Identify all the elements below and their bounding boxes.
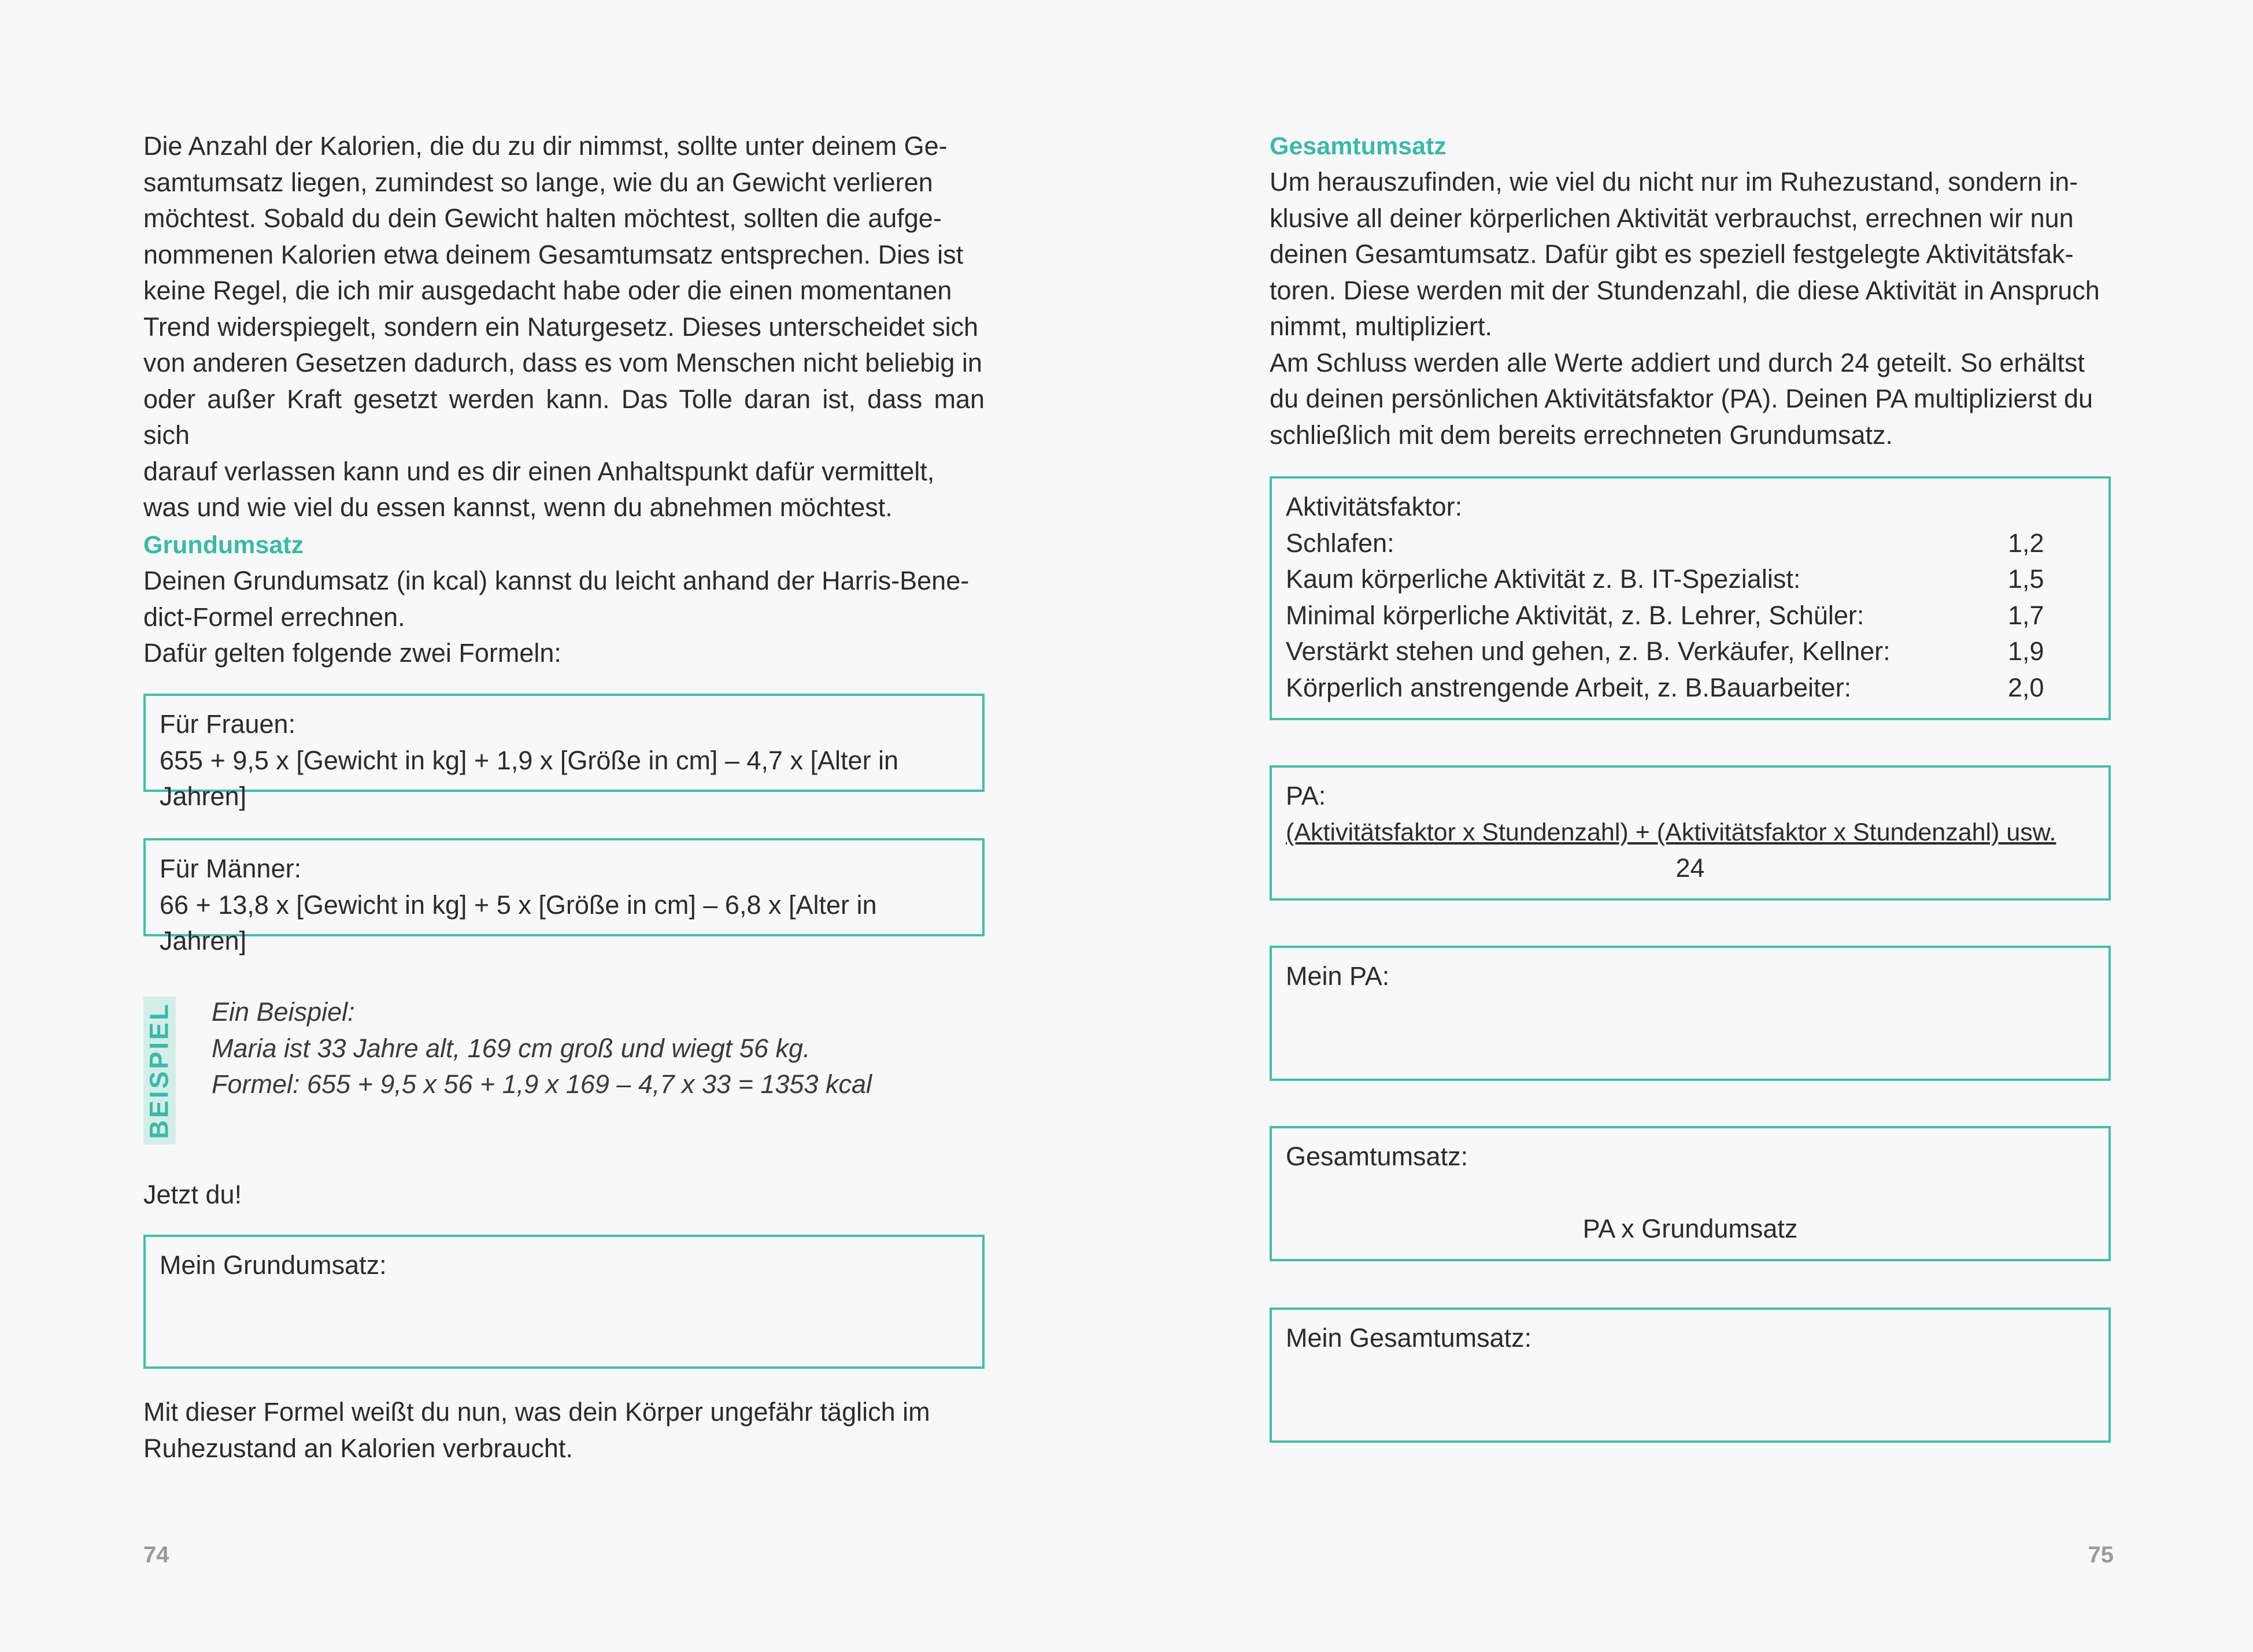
intro-paragraph: [143, 128, 985, 526]
intro-line: samtumsatz liegen, zumindest so lange, wie du an Gewicht verlieren: [143, 167, 933, 197]
frauen-label: Für Frauen:: [160, 709, 296, 739]
grundumsatz-paragraph: [143, 563, 985, 672]
aktivitaetsfaktor-title: Aktivitätsfaktor:: [1286, 492, 1463, 521]
maenner-formula-box: [143, 838, 985, 955]
intro-line: Die Anzahl der Kalorien, die du zu dir nimmst, sollte unter deinem Ge-: [143, 131, 948, 161]
gesamtumsatz-formula: PA x Grundumsatz: [1582, 1213, 1798, 1243]
mein-grundumsatz-box[interactable]: [143, 1235, 985, 1369]
gesamtumsatz-line: du deinen persönlichen Aktivitätsfaktor (PA). Deinen PA multiplizierst du: [1270, 384, 2093, 413]
example-line: Formel: 655 + 9,5 x 56 + 1,9 x 169 – 4,7 x 33 = 1353 kcal: [212, 1069, 872, 1099]
aktivitaet-value: 1,7: [2008, 600, 2044, 630]
aktivitaet-row: [1286, 634, 2095, 670]
mein-gesamtumsatz-label: Mein Gesamtumsatz:: [1286, 1323, 1532, 1353]
mein-gesamtumsatz-box[interactable]: [1270, 1307, 2111, 1443]
aktivitaet-row: [1286, 598, 2095, 634]
intro-line: darauf verlassen kann und es dir einen Anhaltspunkt dafür vermittelt,: [143, 456, 935, 486]
gesamtumsatz-line: schließlich mit dem bereits errechneten Grundumsatz.: [1270, 420, 1893, 450]
aktivitaet-value: 1,5: [2008, 564, 2044, 594]
intro-line: oder außer Kraft gesetzt werden kann. Das Tolle daran ist, dass man sich: [143, 384, 985, 450]
mein-grundumsatz-label: Mein Grundumsatz:: [160, 1250, 387, 1280]
aktivitaet-label: Körperlich anstrengende Arbeit, z. B.Bauarbeiter:: [1286, 672, 1852, 702]
gesamtumsatz-line: deinen Gesamtumsatz. Dafür gibt es speziell festgelegte Aktivitätsfak-: [1270, 239, 2074, 269]
aktivitaet-label: Minimal körperliche Aktivität, z. B. Lehrer, Schüler:: [1286, 600, 1864, 630]
aktivitaet-value: 1,2: [2008, 528, 2044, 558]
aktivitaet-row: [1286, 561, 2095, 598]
aktivitaet-value: 2,0: [2008, 672, 2044, 702]
example-line: Maria ist 33 Jahre alt, 169 cm groß und wiegt 56 kg.: [212, 1033, 811, 1063]
left-page: [143, 0, 987, 1652]
closing-paragraph: [143, 1394, 985, 1466]
intro-line: keine Regel, die ich mir ausgedacht habe oder die einen momentanen: [143, 276, 952, 305]
grundumsatz-line: Dafür gelten folgende zwei Formeln:: [143, 638, 561, 668]
pa-numerator: (Aktivitätsfaktor x Stundenzahl) + (Aktivitätsfaktor x Stundenzahl) usw.: [1286, 818, 2056, 846]
example-block: [212, 994, 872, 1103]
mein-pa-label: Mein PA:: [1286, 961, 1390, 991]
gesamtumsatz-line: Um herauszufinden, wie viel du nicht nur im Ruhezustand, sondern in-: [1270, 167, 2078, 197]
page-number-right: 75: [2088, 1542, 2114, 1568]
grundumsatz-heading: Grundumsatz: [143, 531, 304, 559]
right-page: [1270, 0, 2114, 1652]
page-number-left: 74: [143, 1542, 169, 1568]
jetzt-du-text: Jetzt du!: [143, 1180, 242, 1209]
gesamtumsatz-line: toren. Diese werden mit der Stundenzahl, die diese Aktivität in Anspruch: [1270, 275, 2100, 305]
aktivitaet-label: Verstärkt stehen und gehen, z. B. Verkäufer, Kellner:: [1286, 636, 1891, 666]
mein-pa-box[interactable]: [1270, 946, 2111, 1081]
aktivitaet-label: Schlafen:: [1286, 528, 1394, 558]
gesamtumsatz-heading: Gesamtumsatz: [1270, 132, 1446, 160]
gesamtumsatz-formula-box: [1270, 1126, 2111, 1261]
aktivitaet-value: 1,9: [2008, 636, 2044, 666]
aktivitaet-row: [1286, 670, 2095, 706]
grundumsatz-line: Deinen Grundumsatz (in kcal) kannst du leicht anhand der Harris-Bene-: [143, 566, 970, 595]
frauen-formula-box: [143, 694, 985, 811]
intro-line: nommenen Kalorien etwa deinem Gesamtumsatz entsprechen. Dies ist: [143, 239, 964, 269]
aktivitaet-row: [1286, 525, 2095, 562]
gesamtumsatz-line: klusive all deiner körperlichen Aktivität verbrauchst, errechnen wir nun: [1270, 203, 2074, 233]
closing-line: Mit dieser Formel weißt du nun, was dein Körper ungefähr täglich im: [143, 1397, 930, 1427]
intro-line: was und wie viel du essen kannst, wenn du abnehmen möchtest.: [143, 492, 893, 522]
intro-line: von anderen Gesetzen dadurch, dass es vom Menschen nicht beliebig in: [143, 348, 982, 377]
pa-denominator: 24: [1675, 853, 1705, 883]
grundumsatz-line: dict-Formel errechnen.: [143, 602, 405, 632]
gesamtumsatz-paragraph: [1270, 164, 2111, 453]
intro-line: Trend widerspiegelt, sondern ein Naturgesetz. Dieses unterscheidet sich: [143, 312, 979, 342]
intro-line: möchtest. Sobald du dein Gewicht halten möchtest, sollten die aufge-: [143, 203, 942, 233]
gesamtumsatz-label: Gesamtumsatz:: [1286, 1142, 1468, 1171]
beispiel-tag: [143, 997, 176, 1144]
maenner-formula: 66 + 13,8 x [Gewicht in kg] + 5 x [Größe in cm] – 6,8 x [Alter in Jahren]: [160, 890, 877, 955]
pa-label: PA:: [1286, 781, 1326, 810]
aktivitaet-label: Kaum körperliche Aktivität z. B. IT-Spezialist:: [1286, 564, 1801, 594]
closing-line: Ruhezustand an Kalorien verbraucht.: [143, 1433, 573, 1463]
maenner-label: Für Männer:: [160, 854, 302, 883]
gesamtumsatz-line: nimmt, multipliziert.: [1270, 312, 1493, 341]
aktivitaetsfaktor-box: [1270, 476, 2111, 720]
example-line: Ein Beispiel:: [212, 997, 355, 1027]
pa-formula-box: [1270, 765, 2111, 901]
beispiel-tag-label: BEISPIEL: [145, 1002, 174, 1139]
gesamtumsatz-line: Am Schluss werden alle Werte addiert und durch 24 geteilt. So erhältst: [1270, 347, 2085, 377]
frauen-formula: 655 + 9,5 x [Gewicht in kg] + 1,9 x [Größe in cm] – 4,7 x [Alter in Jahren]: [160, 745, 899, 811]
